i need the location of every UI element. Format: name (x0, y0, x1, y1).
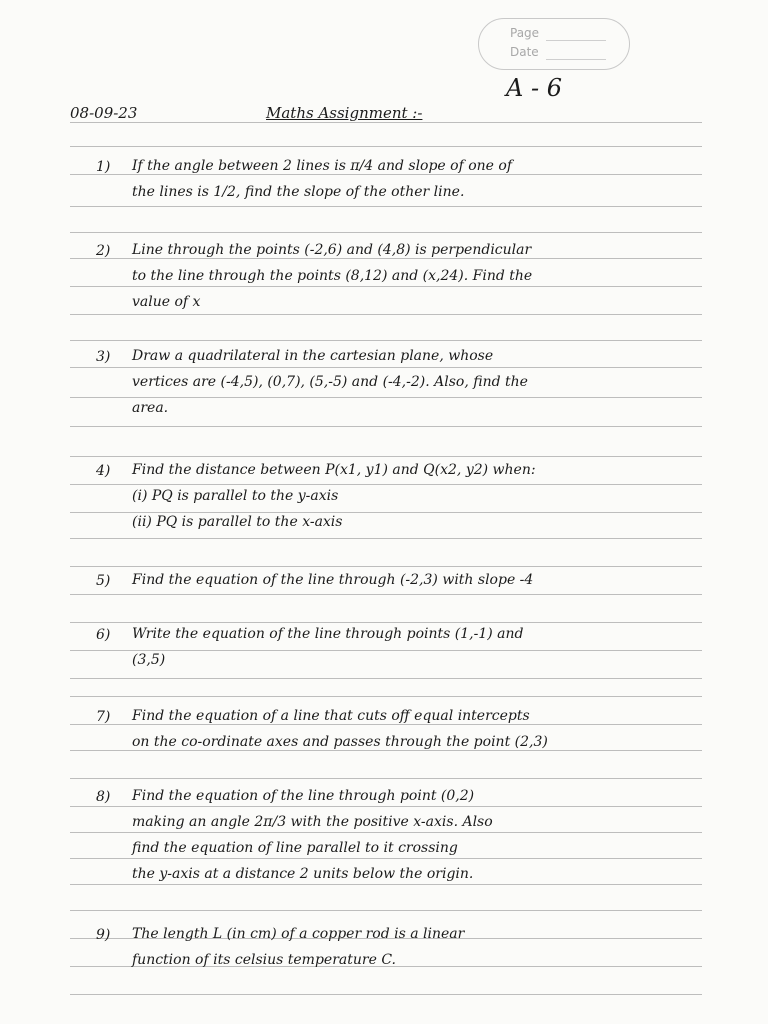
question-number: 1) (96, 159, 111, 175)
ruled-line (70, 484, 702, 485)
ruled-line (70, 806, 702, 807)
question-text-line: value of x (132, 294, 201, 310)
question-number: 9) (96, 927, 111, 943)
ruled-line (70, 594, 702, 595)
question-text-line: Line through the points (-2,6) and (4,8) is perpendicular (132, 242, 532, 258)
ruled-line (70, 750, 702, 751)
question-text-line: (3,5) (132, 652, 166, 668)
stamp-page-label: Page (510, 26, 540, 40)
question-text-line: (ii) PQ is parallel to the x-axis (132, 514, 343, 530)
question-number: 5) (96, 573, 111, 589)
ruled-line (70, 512, 702, 513)
ruled-line (70, 367, 702, 368)
assignment-date: 08-09-23 (70, 104, 138, 122)
question-text-line: area. (132, 400, 169, 416)
ruled-line (70, 622, 702, 623)
question-text-line: the lines is 1/2, find the slope of the other line. (132, 184, 465, 200)
question-text-line: Find the equation of the line through point (0,2) (132, 788, 475, 804)
question-text-line: Find the equation of a line that cuts off equal intercepts (132, 708, 530, 724)
question-text-line: to the line through the points (8,12) and (x,24). Find the (132, 268, 533, 284)
question-text-line: If the angle between 2 lines is π/4 and slope of one of (132, 158, 513, 174)
question-number: 8) (96, 789, 111, 805)
question-number: 4) (96, 463, 111, 479)
question-text-line: Find the equation of the line through (-2,3) with slope -4 (132, 572, 534, 588)
page-date-stamp (478, 18, 630, 70)
ruled-line (70, 538, 702, 539)
ruled-line (70, 258, 702, 259)
ruled-line (70, 650, 702, 651)
question-text-line: the y-axis at a distance 2 units below the origin. (132, 866, 474, 882)
ruled-line (70, 174, 702, 175)
ruled-line (70, 146, 702, 147)
stamp-page-line (546, 40, 606, 41)
question-text-line: on the co-ordinate axes and passes through the point (2,3) (132, 734, 548, 750)
ruled-line (70, 724, 702, 725)
ruled-line (70, 426, 702, 427)
page-title: Maths Assignment :- (266, 104, 423, 122)
ruled-line (70, 206, 702, 207)
ruled-line (70, 286, 702, 287)
question-text-line: (i) PQ is parallel to the y-axis (132, 488, 339, 504)
ruled-line (70, 910, 702, 911)
ruled-line (70, 994, 702, 995)
ruled-line (70, 678, 702, 679)
question-text-line: vertices are (-4,5), (0,7), (5,-5) and (-4,-2). Also, find the (132, 374, 528, 390)
ruled-line (70, 456, 702, 457)
ruled-line (70, 858, 702, 859)
question-number: 2) (96, 243, 111, 259)
stamp-date-line (546, 59, 606, 60)
ruled-line (70, 566, 702, 567)
question-text-line: making an angle 2π/3 with the positive x-axis. Also (132, 814, 493, 830)
question-text-line: The length L (in cm) of a copper rod is a linear (132, 926, 465, 942)
question-text-line: Find the distance between P(x1, y1) and Q(x2, y2) when: (132, 462, 536, 478)
ruled-line (70, 696, 702, 697)
question-number: 6) (96, 627, 111, 643)
question-text-line: find the equation of line parallel to it crossing (132, 840, 458, 856)
stamp-date-label: Date (510, 45, 539, 59)
ruled-line (70, 122, 702, 123)
question-number: 7) (96, 709, 111, 725)
ruled-line (70, 340, 702, 341)
ruled-line (70, 778, 702, 779)
ruled-line (70, 232, 702, 233)
ruled-line (70, 832, 702, 833)
question-text-line: function of its celsius temperature C. (132, 952, 396, 968)
question-number: 3) (96, 349, 111, 365)
ruled-line (70, 397, 702, 398)
question-text-line: Draw a quadrilateral in the cartesian plane, whose (132, 348, 494, 364)
ruled-line (70, 314, 702, 315)
ruled-line (70, 884, 702, 885)
question-text-line: Write the equation of the line through points (1,-1) and (132, 626, 524, 642)
page-number: A - 6 (506, 74, 562, 102)
